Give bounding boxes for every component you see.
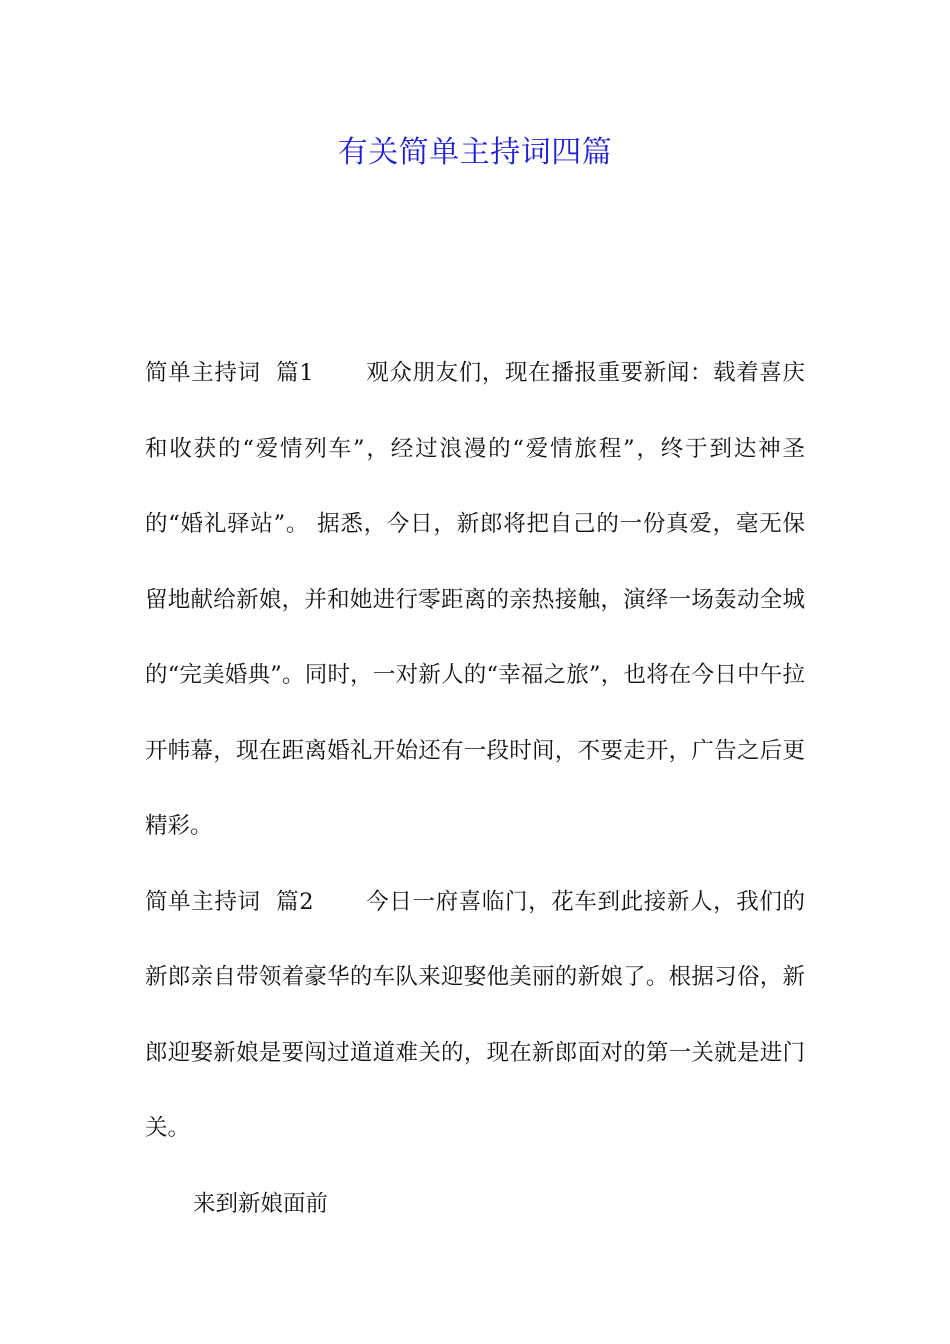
section-2-text: 今日一府喜临门，花车到此接新人，我们的新郎亲自带领着豪华的车队来迎娶他美丽的新娘了。根据习俗，新郎迎娶新娘是要闯过道道难关的，现在新郎面对的第一关就是进门关。 (145, 888, 805, 1141)
document-body (145, 336, 805, 1242)
document-title: 有关简单主持词四篇 (337, 135, 613, 170)
closing-line: 来到新娘面前 (193, 1190, 329, 1217)
section-2-heading: 简单主持词 篇2 (145, 888, 314, 915)
section-1-heading: 简单主持词 篇1 (145, 360, 314, 386)
section-1 (145, 336, 805, 865)
section-2 (145, 865, 805, 1167)
section-1-text: 观众朋友们，现在播报重要新闻：载着喜庆和收获的“爱情列车”，经过浪漫的“爱情旅程”，终于到达神圣的“婚礼驿站”。 据悉，今日，新郎将把自己的一份真爱，毫无保留地献给新娘，并和她进行零距离的亲热接触，演绎一场轰动全城的“完美婚典”。同时，一对新人的“幸福之旅”，也将在今日中午拉开帏幕，现在距离婚礼开始还有一段时间，不要走开，广告之后更精彩。 (145, 360, 805, 839)
